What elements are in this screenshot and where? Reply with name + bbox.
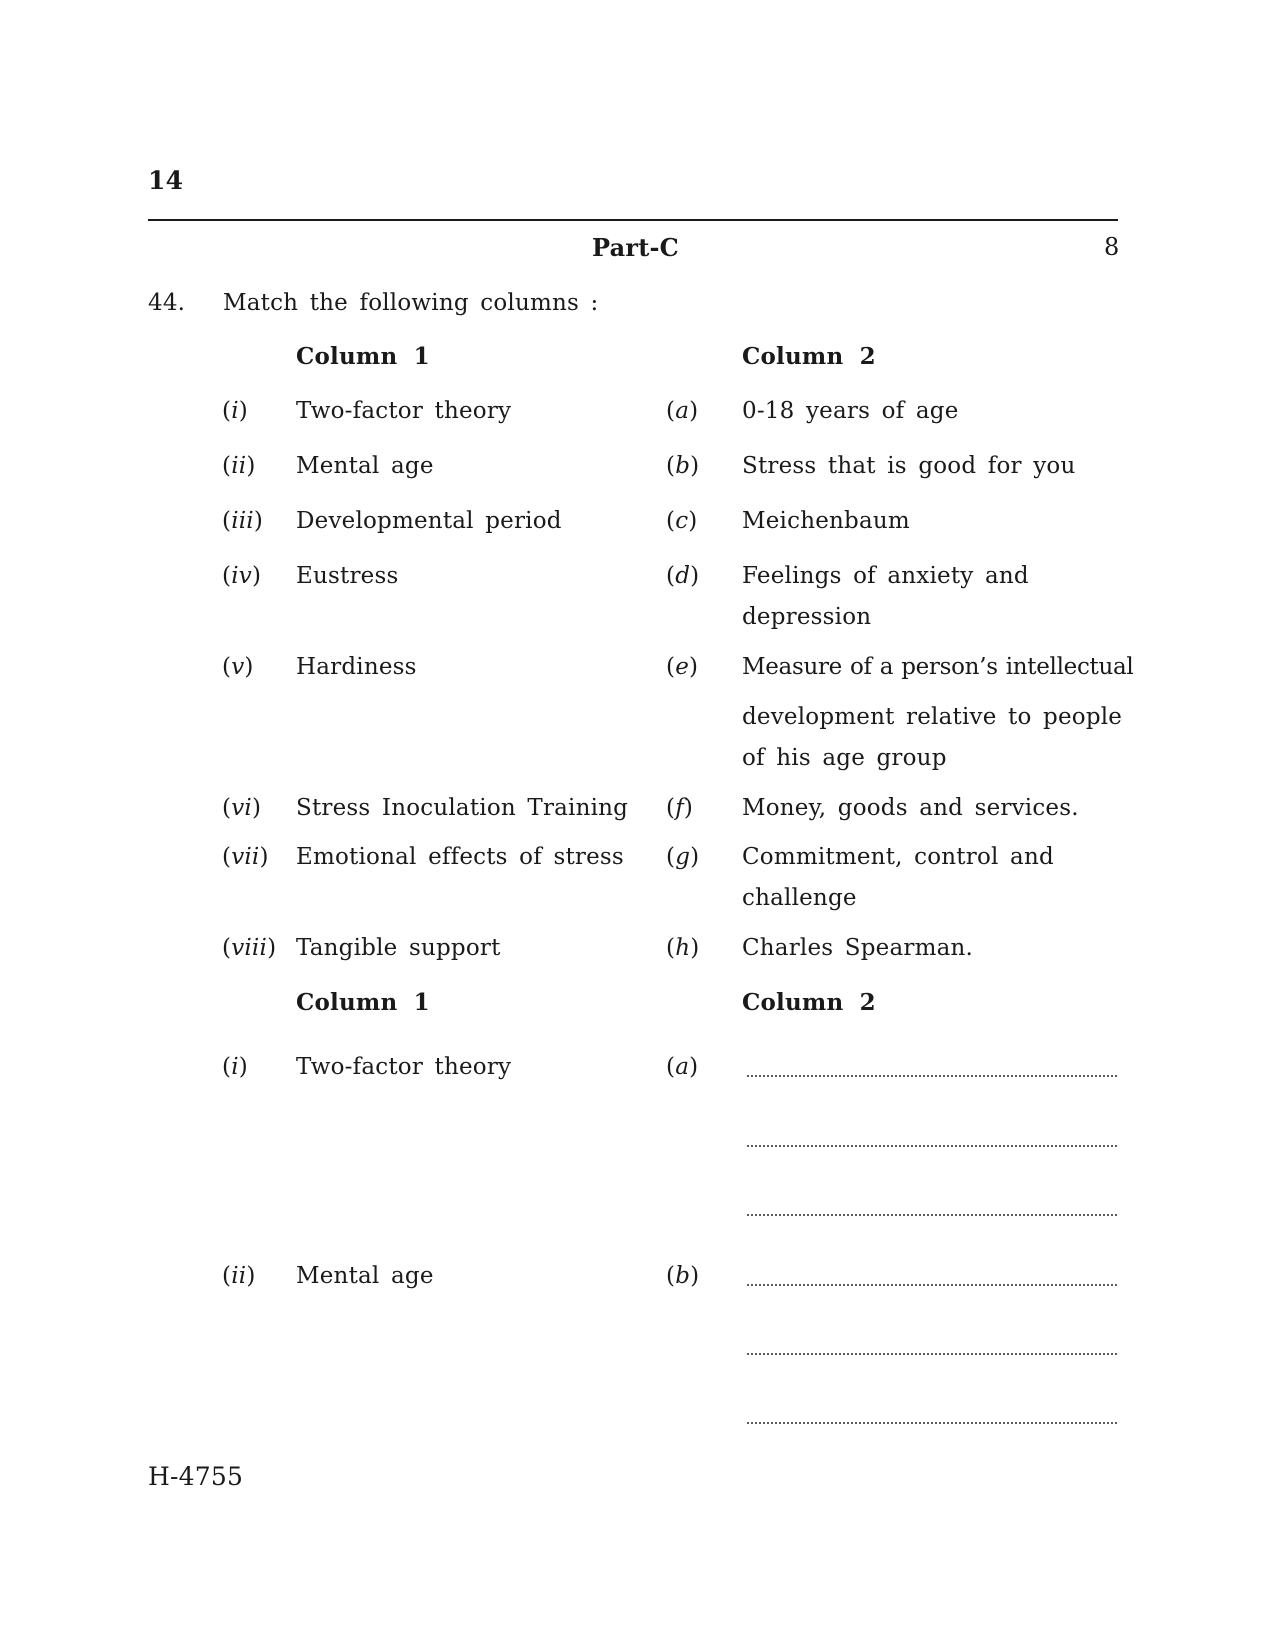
- row-letter: (c): [666, 508, 698, 534]
- question-number: 44.: [148, 290, 186, 316]
- row-letter: (g): [666, 844, 700, 870]
- answer-row-letter: (b): [666, 1263, 700, 1289]
- answer-blank-line[interactable]: [746, 1284, 1119, 1286]
- row-numeral: (vi): [222, 795, 262, 821]
- row-letter: (a): [666, 398, 699, 424]
- paper-code: H-4755: [148, 1462, 244, 1491]
- answer-row-letter: (a): [666, 1054, 699, 1080]
- column-2-item: Meichenbaum: [742, 508, 910, 534]
- answer-blank-line[interactable]: [746, 1353, 1119, 1355]
- row-letter: (e): [666, 654, 699, 680]
- column-1-item: Two-factor theory: [296, 398, 512, 424]
- row-numeral: (iii): [222, 508, 264, 534]
- column-2-item: Charles Spearman.: [742, 935, 974, 961]
- answer-column-2-header: Column 2: [742, 989, 876, 1016]
- answer-column-1-header: Column 1: [296, 989, 430, 1016]
- row-numeral: (v): [222, 654, 254, 680]
- row-letter: (f): [666, 795, 694, 821]
- row-numeral: (iv): [222, 563, 262, 589]
- part-title: Part-C: [592, 233, 679, 262]
- column-2-item: 0-18 years of age: [742, 398, 959, 424]
- question-text: Match the following columns :: [223, 290, 599, 316]
- row-letter: (h): [666, 935, 700, 961]
- row-numeral: (viii): [222, 935, 277, 961]
- row-letter: (b): [666, 453, 700, 479]
- row-numeral: (vii): [222, 844, 269, 870]
- answer-blank-line[interactable]: [746, 1422, 1119, 1424]
- header-rule: [148, 219, 1118, 221]
- column-2-header: Column 2: [742, 343, 876, 370]
- row-numeral: (i): [222, 398, 248, 424]
- column-1-item: Hardiness: [296, 654, 417, 680]
- column-1-item: Emotional effects of stress: [296, 844, 624, 870]
- answer-column-1-item: Mental age: [296, 1263, 434, 1289]
- column-2-item-continued: depression: [742, 604, 872, 630]
- column-2-item: Commitment, control and: [742, 844, 1054, 870]
- column-2-item: Money, goods and services.: [742, 795, 1079, 821]
- answer-row-numeral: (ii): [222, 1263, 256, 1289]
- column-2-item: Feelings of anxiety and: [742, 563, 1029, 589]
- marks: 8: [1104, 233, 1120, 261]
- answer-column-1-item: Two-factor theory: [296, 1054, 512, 1080]
- column-1-item: Stress Inoculation Training: [296, 795, 629, 821]
- column-1-item: Tangible support: [296, 935, 501, 961]
- row-letter: (d): [666, 563, 700, 589]
- answer-blank-line[interactable]: [746, 1075, 1119, 1077]
- column-2-item: Stress that is good for you: [742, 453, 1076, 479]
- page-number: 14: [148, 166, 184, 195]
- answer-blank-line[interactable]: [746, 1145, 1119, 1147]
- column-2-item-continued: development relative to people: [742, 704, 1123, 730]
- row-numeral: (ii): [222, 453, 256, 479]
- column-1-item: Developmental period: [296, 508, 562, 534]
- column-1-item: Mental age: [296, 453, 434, 479]
- answer-row-numeral: (i): [222, 1054, 248, 1080]
- column-1-header: Column 1: [296, 343, 430, 370]
- column-2-item-continued: of his age group: [742, 745, 947, 771]
- column-1-item: Eustress: [296, 563, 399, 589]
- answer-blank-line[interactable]: [746, 1214, 1119, 1216]
- column-2-item: Measure of a person’s intellectual: [742, 654, 1134, 680]
- column-2-item-continued: challenge: [742, 885, 857, 911]
